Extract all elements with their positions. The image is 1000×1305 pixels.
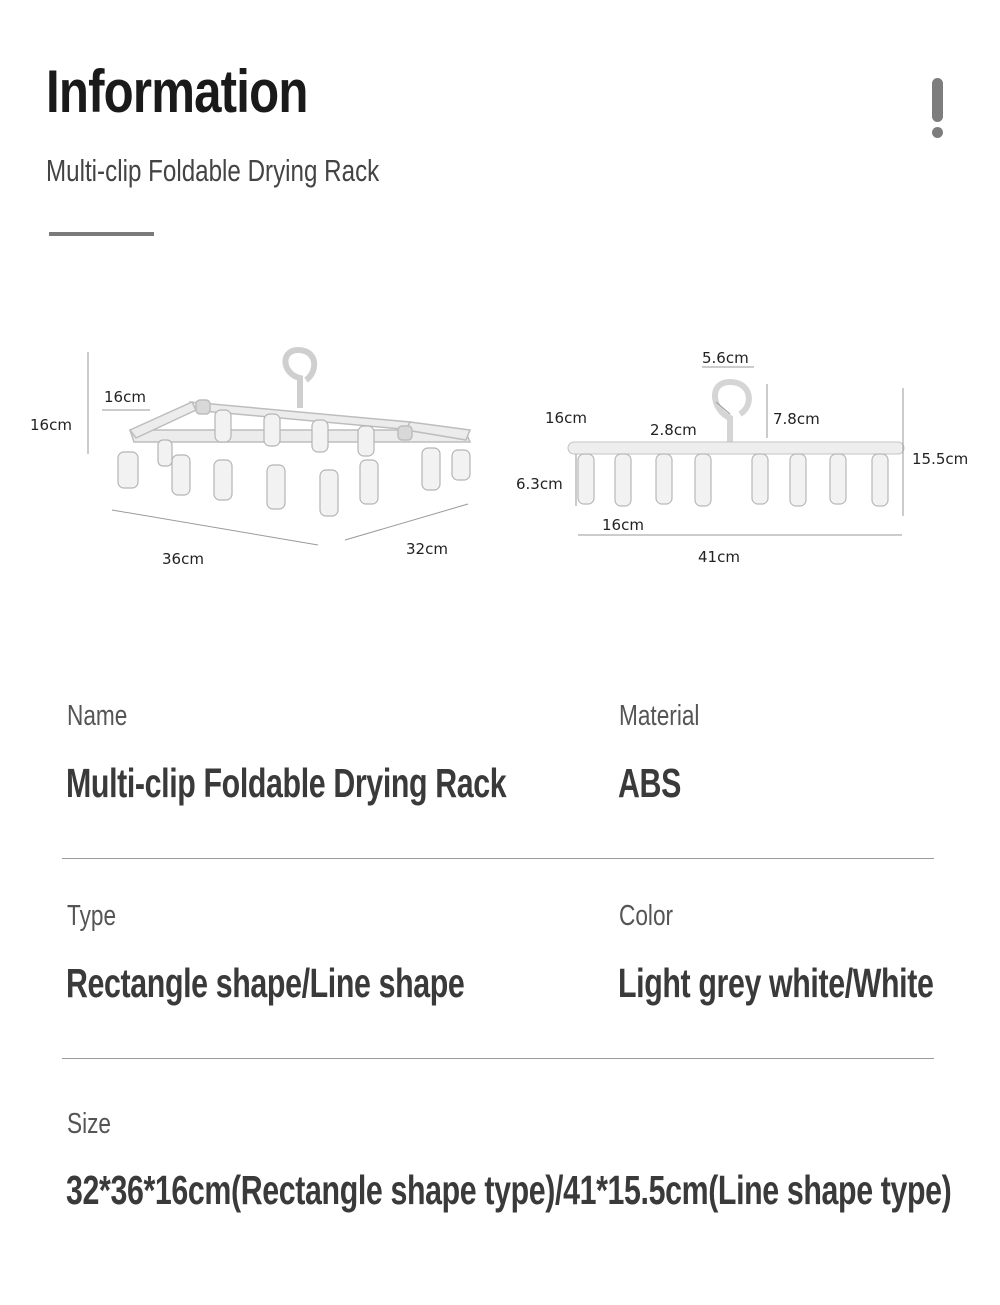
rect-length-label: 36cm [162,550,204,568]
product-dimension-diagram [0,330,1000,590]
size-label: Size [67,1108,112,1140]
hook-width-label: 5.6cm [702,349,749,367]
clip-span-label: 16cm [545,409,587,427]
rectangle-rack-illustration [118,350,470,516]
page-subtitle: Multi-clip Foldable Drying Rack [46,153,380,188]
rect-height-label: 16cm [30,416,72,434]
name-value: Multi-clip Foldable Drying Rack [66,760,507,806]
hook-gap-label: 2.8cm [650,421,697,439]
spec-divider [62,1058,934,1059]
name-label: Name [67,700,128,732]
type-label: Type [67,900,117,932]
line-rack-illustration [568,382,904,506]
rect-width-label: 32cm [406,540,448,558]
material-label: Material [619,700,700,732]
size-value: 32*36*16cm(Rectangle shape type)/41*15.5cm(Line shape type) [66,1167,952,1213]
rect-depth-label: 16cm [104,388,146,406]
color-label: Color [619,900,674,932]
exclamation-icon [928,78,946,140]
clip-height-label: 6.3cm [516,475,563,493]
type-value: Rectangle shape/Line shape [66,960,465,1006]
color-value: Light grey white/White [618,960,934,1006]
total-length-label: 41cm [698,548,740,566]
hook-height-label: 7.8cm [773,410,820,428]
title-underline [49,232,154,236]
page-title: Information [46,58,308,125]
total-height-label: 15.5cm [912,450,969,468]
material-value: ABS [618,760,681,806]
dimension-drawing [0,330,1000,590]
spec-divider [62,858,934,859]
clip-spacing-label: 16cm [602,516,644,534]
